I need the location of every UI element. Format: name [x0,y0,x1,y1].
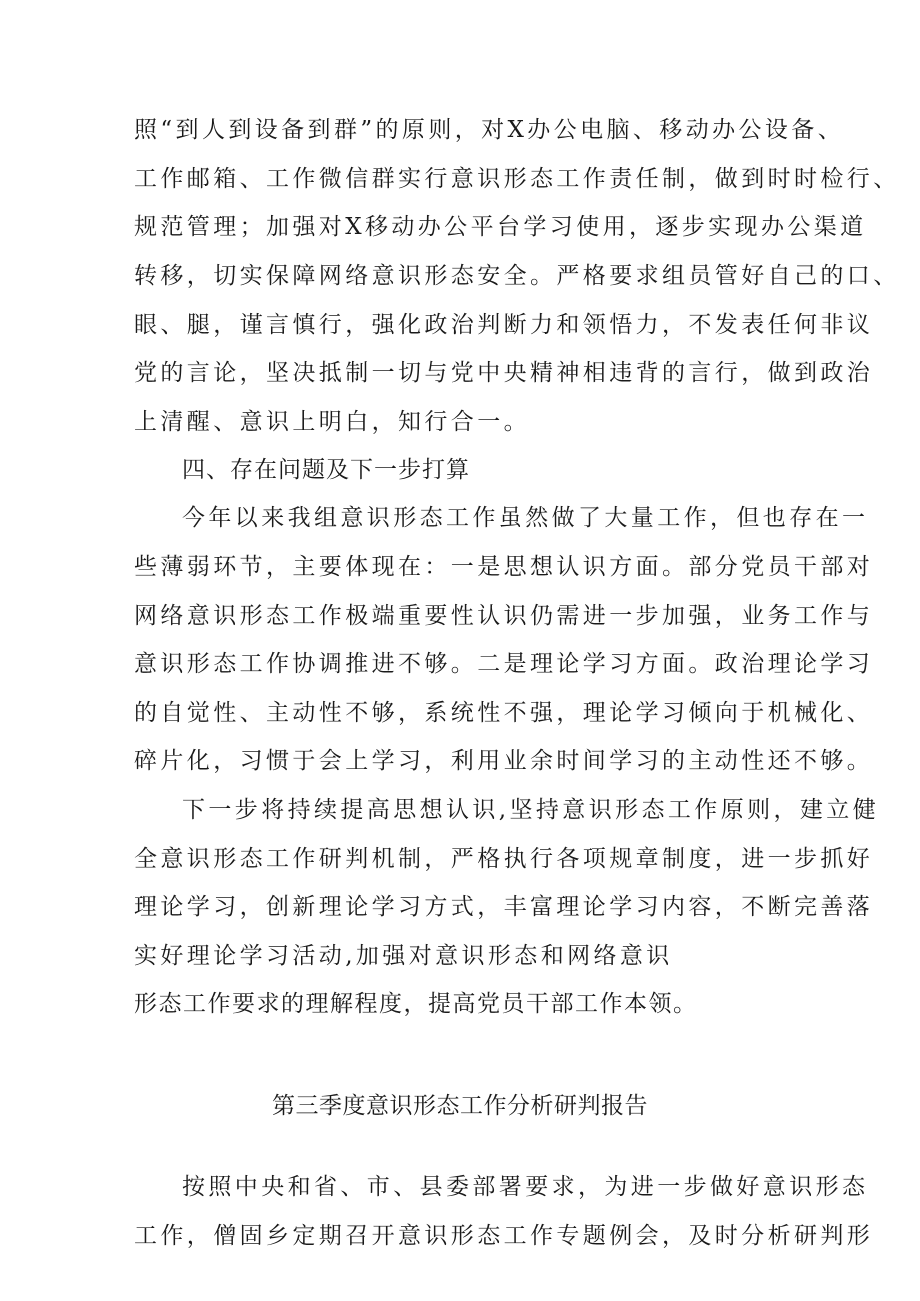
paragraph-line: 全意识形态工作研判机制，严格执行各项规章制度，进一步抓好 [134,846,874,872]
paragraph-line: 转移，切实保障网络意识形态安全。严格要求组员管好自己的口、 [134,263,900,289]
report-title: 第三季度意识形态工作分析研判报告 [272,1093,648,1119]
paragraph-line: 工作，僧固乡定期召开意识形态工作专题例会，及时分析研判形 [134,1223,874,1249]
paragraph-line: 照“到人到设备到群”的原则，对X办公电脑、移动办公设备、 [134,117,845,143]
paragraph-line: 今年以来我组意识形态工作虽然做了大量工作，但也存在一 [182,505,869,531]
paragraph-line: 的自觉性、主动性不够，系统性不强，理论学习倾向于机械化、 [134,700,874,726]
paragraph-line: 碎片化，习惯于会上学习，利用业余时间学习的主动性还不够。 [134,748,874,774]
paragraph-line: 眼、腿，谨言慎行，强化政治判断力和领悟力，不发表任何非议 [134,312,874,338]
paragraph-line: 实好理论学习活动,加强对意识形态和网络意识 [134,943,673,969]
paragraph-line: 意识形态工作协调推进不够。二是理论学习方面。政治理论学习 [134,651,874,677]
paragraph-line: 理论学习，创新理论学习方式，丰富理论学习内容，不断完善落 [134,894,874,920]
paragraph-line: 规范管理；加强对X移动办公平台学习使用，逐步实现办公渠道 [134,214,867,240]
paragraph-line: 下一步将持续提高思想认识,坚持意识形态工作原则，建立健 [182,797,880,823]
paragraph-line: 按照中央和省、市、县委部署要求，为进一步做好意识形态 [182,1174,869,1200]
paragraph-line: 党的言论，坚决抵制一切与党中央精神相违背的言行，做到政治 [134,360,874,386]
paragraph-line: 工作邮箱、工作微信群实行意识形态工作责任制，做到时时检行、 [134,166,900,192]
paragraph-line: 上清醒、意识上明白，知行合一。 [134,409,530,435]
paragraph-line: 形态工作要求的理解程度，提高党员干部工作本领。 [134,991,698,1017]
section-heading: 四、存在问题及下一步打算 [182,457,470,483]
paragraph-line: 些薄弱环节，主要体现在：一是思想认识方面。部分党员干部对 [134,554,874,580]
paragraph-line: 网络意识形态工作极端重要性认识仍需进一步加强，业务工作与 [134,603,874,629]
